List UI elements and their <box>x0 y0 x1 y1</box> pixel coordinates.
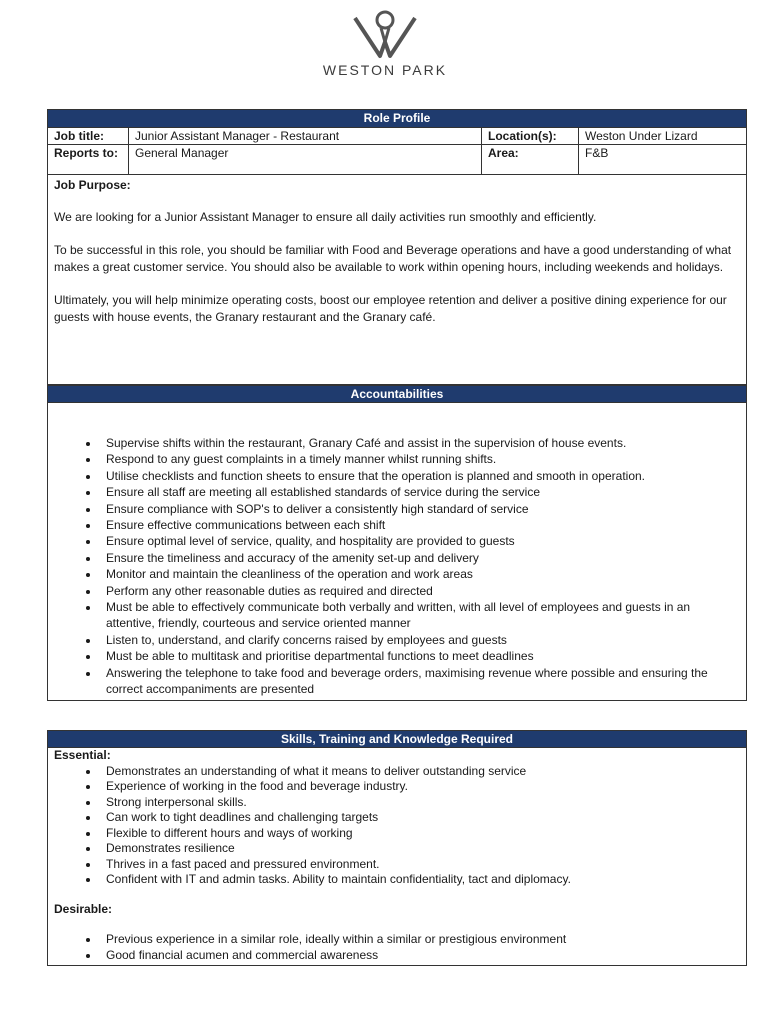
area-label: Area: <box>482 145 579 175</box>
list-item: • Respond to any guest complaints in a timely manner whilst running shifts. <box>100 451 740 467</box>
list-item: • Answering the telephone to take food and beverage orders, maximising revenue where possible and ensuring the correct accompaniments are presented <box>100 665 740 698</box>
list-item: • Good financial acumen and commercial awareness <box>100 948 740 964</box>
list-item: • Can work to tight deadlines and challenging targets <box>100 810 740 826</box>
list-item: • Ensure effective communications between each shift <box>100 517 740 533</box>
accountabilities-table <box>47 385 747 701</box>
accountabilities-body <box>48 403 747 701</box>
accountabilities-header: Accountabilities <box>48 386 747 403</box>
skills-body <box>48 748 747 966</box>
essential-label: Essential: <box>54 748 111 762</box>
list-item: • Ensure optimal level of service, quality, and hospitality are provided to guests <box>100 533 740 549</box>
reports-to-value: General Manager <box>129 145 482 175</box>
essential-list <box>54 764 740 888</box>
list-item: • Confident with IT and admin tasks. Ability to maintain confidentiality, tact and diplomacy. <box>100 872 740 888</box>
list-item: • Thrives in a fast paced and pressured environment. <box>100 857 740 873</box>
location-label: Location(s): <box>482 128 579 145</box>
purpose-paragraph: We are looking for a Junior Assistant Manager to ensure all daily activities run smoothly and efficiently. <box>54 210 597 225</box>
location-value: Weston Under Lizard <box>579 128 747 145</box>
skills-table <box>47 730 747 966</box>
desirable-label: Desirable: <box>54 901 113 916</box>
purpose-paragraph: Ultimately, you will help minimize operating costs, boost our employee retention and deliver a positive dining experience for our guests with house events, the Granary restaurant and the Granary café. <box>54 293 727 325</box>
list-item: • Previous experience in a similar role, ideally within a similar or prestigious environment <box>100 932 740 948</box>
list-item: • Supervise shifts within the restaurant, Granary Café and assist in the supervision of house events. <box>100 435 740 451</box>
desirable-list <box>54 932 740 963</box>
list-item: • Demonstrates resilience <box>100 841 740 857</box>
list-item: • Monitor and maintain the cleanliness of the operation and work areas <box>100 566 740 582</box>
list-item: • Ensure compliance with SOP's to deliver a consistently high standard of service <box>100 501 740 517</box>
list-item: • Ensure the timeliness and accuracy of the amenity set-up and delivery <box>100 550 740 566</box>
weston-park-logo-icon <box>350 8 420 60</box>
list-item: • Perform any other reasonable duties as required and directed <box>100 583 740 599</box>
list-item: • Listen to, understand, and clarify concerns raised by employees and guests <box>100 632 740 648</box>
skills-header: Skills, Training and Knowledge Required <box>48 731 747 748</box>
purpose-paragraph: To be successful in this role, you should be familiar with Food and Beverage operations and have a good understanding of what makes a great customer service. You should also be available to work within opening hours, including weekends and holidays. <box>54 243 732 275</box>
list-item: • Must be able to effectively communicate both verbally and written, with all level of employees and guests in an attentive, friendly, courteous and service oriented manner <box>100 599 740 632</box>
job-title-label: Job title: <box>48 128 129 145</box>
logo <box>0 8 770 78</box>
list-item: • Must be able to multitask and prioritise departmental functions to meet deadlines <box>100 648 740 664</box>
list-item: • Strong interpersonal skills. <box>100 795 740 811</box>
accountabilities-list <box>54 435 740 698</box>
job-title-value: Junior Assistant Manager - Restaurant <box>129 128 482 145</box>
reports-to-label: Reports to: <box>48 145 129 175</box>
list-item: • Utilise checklists and function sheets to ensure that the operation is planned and smooth in operation. <box>100 468 740 484</box>
job-purpose <box>48 175 747 385</box>
job-purpose-label: Job Purpose: <box>54 178 131 193</box>
list-item: • Flexible to different hours and ways of working <box>100 826 740 842</box>
role-profile-header: Role Profile <box>48 110 747 128</box>
list-item: • Demonstrates an understanding of what it means to deliver outstanding service <box>100 764 740 780</box>
list-item: • Ensure all staff are meeting all established standards of service during the service <box>100 484 740 500</box>
area-value: F&B <box>579 145 747 175</box>
list-item: • Experience of working in the food and beverage industry. <box>100 779 740 795</box>
role-profile-table <box>47 109 747 385</box>
brand-name: WESTON PARK <box>322 62 448 78</box>
